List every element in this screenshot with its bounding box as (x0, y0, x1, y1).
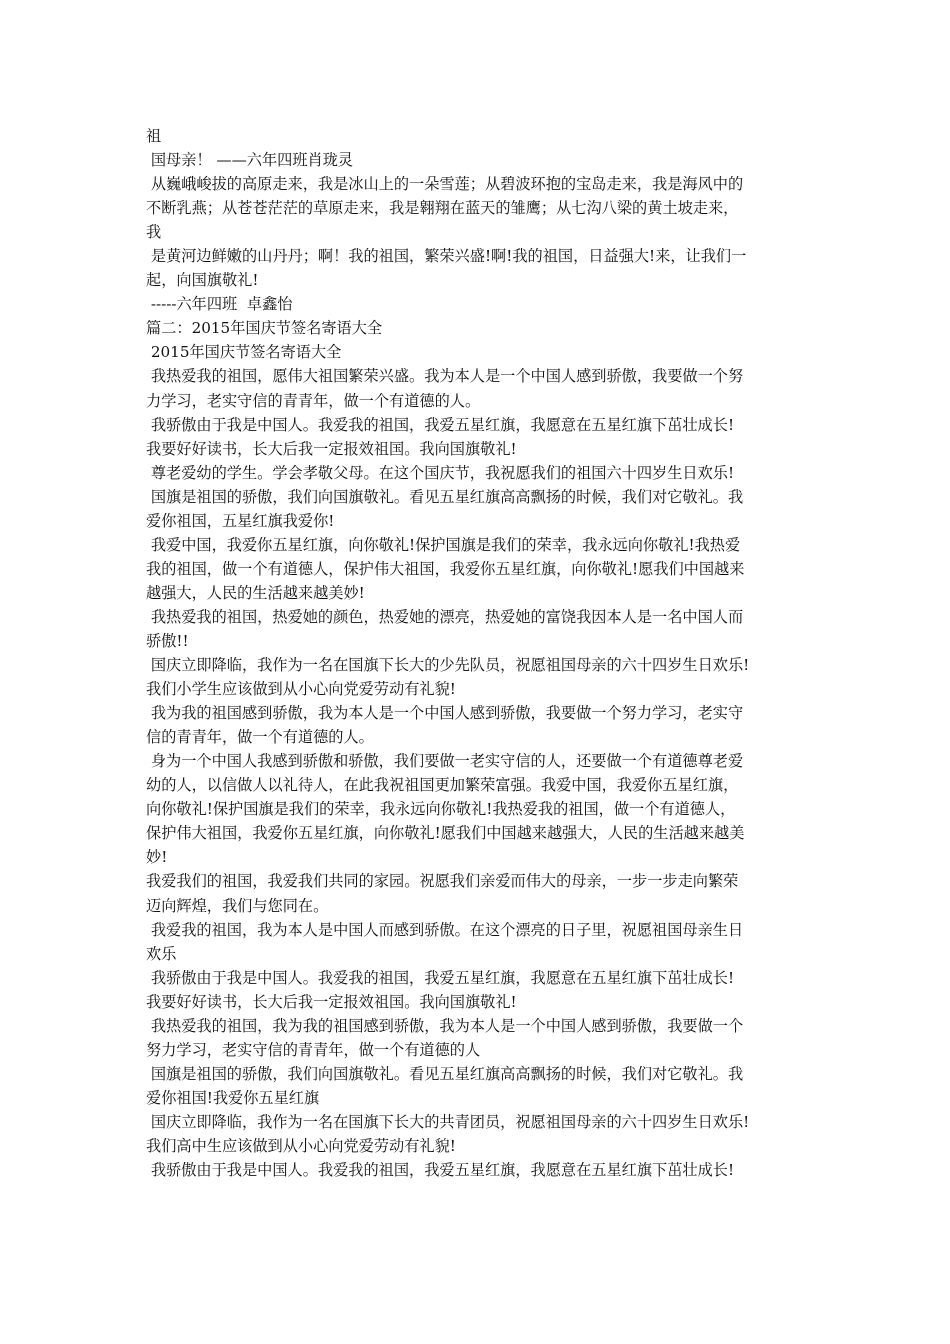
text-line: 我们小学生应该做到从小心向党爱劳动有礼貌! (146, 680, 456, 699)
text-line: 尊老爱幼的学生。学会孝敬父母。在这个国庆节，我祝愿我们的祖国六十四岁生日欢乐! (146, 463, 735, 482)
text-line: 我热爱我的祖国，热爱她的颜色，热爱她的漂亮，热爱她的富饶我因本人是一名中国人而 (146, 607, 744, 626)
text-line: 越强大，人民的生活越来越美妙! (146, 583, 365, 602)
text-line: 我们高中生应该做到从小心向党爱劳动有礼貌! (146, 1136, 456, 1155)
text-line: 妙! (146, 848, 168, 867)
text-line: 是黄河边鲜嫩的山丹丹；啊！我的祖国，繁荣兴盛!啊!我的祖国，日益强大!来，让我们一 (146, 247, 747, 266)
text-line: 迈向辉煌，我们与您同在。 (146, 896, 329, 915)
text-line: 身为一个中国人我感到骄傲和骄傲，我们要做一老实守信的人，还要做一个有道德尊老爱 (146, 752, 744, 771)
text-line: 我热爱我的祖国，愿伟大祖国繁荣兴盛。我为本人是一个中国人感到骄傲，我要做一个努 (146, 367, 744, 386)
text-line: 我骄傲由于我是中国人。我爱我的祖国，我爱五星红旗，我愿意在五星红旗下茁壮成长! (146, 415, 735, 434)
document-page (146, 124, 816, 1182)
text-line: 国旗是祖国的骄傲，我们向国旗敬礼。看见五星红旗高高飘扬的时候，我们对它敬礼。我 (146, 1064, 744, 1083)
text-line: 保护伟大祖国，我爱你五星红旗，向你敬礼!愿我们中国越来越强大，人民的生活越来越美 (146, 824, 745, 843)
text-line: 我骄傲由于我是中国人。我爱我的祖国，我爱五星红旗，我愿意在五星红旗下茁壮成长! (146, 1161, 735, 1180)
text-line: 我爱我们的祖国，我爱我们共同的家园。祝愿我们亲爱而伟大的母亲，一步一步走向繁荣 (146, 872, 739, 891)
text-line: 我骄傲由于我是中国人。我爱我的祖国，我爱五星红旗，我愿意在五星红旗下茁壮成长! (146, 968, 735, 987)
text-line: 力学习，老实守信的青青年，做一个有道德的人。 (146, 391, 481, 410)
text-line: 欢乐 (146, 944, 177, 963)
section-heading: 篇二：2015年国庆节签名寄语大全 (146, 319, 383, 338)
text-line: 国旗是祖国的骄傲，我们向国旗敬礼。看见五星红旗高高飘扬的时候，我们对它敬礼。我 (146, 487, 744, 506)
text-line: 我 (146, 223, 162, 242)
text-line: -----六年四班 卓鑫怡 (146, 295, 293, 314)
text-line: 起，向国旗敬礼! (146, 271, 259, 290)
text-line: 我要好好读书，长大后我一定报效祖国。我向国旗敬礼! (146, 439, 517, 458)
text-line: 信的青青年，做一个有道德的人。 (146, 728, 374, 747)
text-line: 我的祖国，做一个有道德人，保护伟大祖国，我爱你五星红旗，向你敬礼!愿我们中国越来 (146, 559, 745, 578)
text-line: 爱你祖国，五星红旗我爱你! (146, 511, 335, 530)
text-line: 向你敬礼!保护国旗是我们的荣幸，我永远向你敬礼!我热爱我的祖国，做一个有道德人， (146, 800, 736, 819)
text-line: 骄傲!! (146, 631, 189, 650)
text-line: 爱你祖国!我爱你五星红旗 (146, 1088, 320, 1107)
text-line: 祖 (146, 127, 162, 145)
text-line: 幼的人，以信做人以礼待人，在此我祝祖国更加繁荣富强。我爱中国，我爱你五星红旗， (146, 776, 739, 795)
section-title: 2015年国庆节签名寄语大全 (146, 343, 342, 362)
text-line: 国母亲！ ——六年四班肖珑灵 (146, 151, 354, 170)
text-line: 我爱我的祖国，我为本人是中国人而感到骄傲。在这个漂亮的日子里，祝愿祖国母亲生日 (146, 920, 744, 939)
text-line: 国庆立即降临，我作为一名在国旗下长大的少先队员，祝愿祖国母亲的六十四岁生日欢乐! (146, 656, 750, 675)
text-line: 我爱中国，我爱你五星红旗，向你敬礼!保护国旗是我们的荣幸，我永远向你敬礼!我热爱 (146, 535, 741, 554)
text-line: 我为我的祖国感到骄傲，我为本人是一个中国人感到骄傲，我要做一个努力学习，老实守 (146, 704, 744, 723)
text-line: 不断乳燕；从苍苍茫茫的草原走来，我是翱翔在蓝天的雏鹰；从七沟八梁的黄土坡走来， (146, 199, 739, 218)
text-line: 我热爱我的祖国，我为我的祖国感到骄傲，我为本人是一个中国人感到骄傲，我要做一个 (146, 1016, 744, 1035)
text-line: 我要好好读书，长大后我一定报效祖国。我向国旗敬礼! (146, 992, 517, 1011)
text-line: 努力学习，老实守信的青青年，做一个有道德的人 (146, 1040, 481, 1059)
text-line: 国庆立即降临，我作为一名在国旗下长大的共青团员，祝愿祖国母亲的六十四岁生日欢乐! (146, 1112, 750, 1131)
text-line: 从巍峨峻拔的高原走来，我是冰山上的一朵雪莲；从碧波环抱的宝岛走来，我是海风中的 (146, 175, 744, 194)
